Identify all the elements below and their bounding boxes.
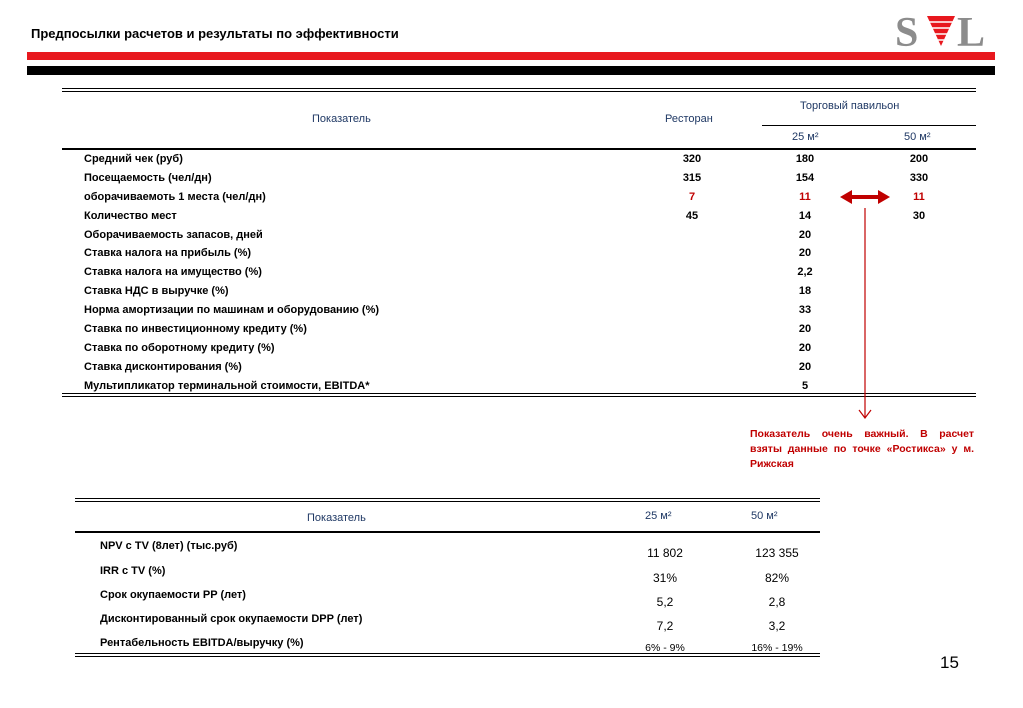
row-label: Ставка налога на прибыль (%) <box>84 247 252 260</box>
table-row <box>75 540 820 564</box>
svg-text:L: L <box>957 10 986 50</box>
table-row <box>75 637 820 661</box>
cell-25: 20 <box>798 360 812 373</box>
table-row <box>75 613 820 637</box>
cell-25: 14 <box>798 209 812 222</box>
cell-25: 20 <box>798 341 812 354</box>
row-label: Ставка по оборотному кредиту (%) <box>84 341 275 354</box>
column-header-indicator: Показатель <box>307 512 366 524</box>
cell-25: 33 <box>798 304 812 317</box>
cell-50: 30 <box>912 209 926 222</box>
row-label: оборачиваемоть 1 места (чел/дн) <box>84 190 266 203</box>
row-label: Средний чек (руб) <box>84 153 183 165</box>
row-label: Рентабельность EBITDA/выручку (%) <box>100 637 304 649</box>
importance-note: Показатель очень важный. В расчет взяты данные по точке «Ростикса» у м. Рижская <box>750 428 974 470</box>
column-header-restaurant: Ресторан <box>665 113 713 125</box>
row-label: Оборачиваемость запасов, дней <box>84 228 263 241</box>
page-number: 15 <box>940 653 959 672</box>
table-bottom-rule <box>75 653 820 654</box>
cell-restaurant: 320 <box>682 153 702 165</box>
row-label: Мультипликатор терминальной стоимости, EBITDA* <box>84 379 370 392</box>
cell-25: 18 <box>798 285 812 298</box>
cell-restaurant: 315 <box>682 171 702 184</box>
cell-50: 2,8 <box>768 595 786 609</box>
header-rule <box>75 531 820 533</box>
cell-50: 82% <box>764 571 790 585</box>
table-top-rule-2 <box>75 501 820 502</box>
cell-50: 3,2 <box>768 619 786 633</box>
row-label: IRR с TV (%) <box>100 565 166 577</box>
cell-25: 31% <box>652 571 678 585</box>
cell-25: 7,2 <box>656 619 674 633</box>
cell-25: 5,2 <box>656 595 674 609</box>
table-row <box>75 589 820 613</box>
row-label: Посещаемость (чел/дн) <box>84 171 212 184</box>
column-header-25: 25 м² <box>792 131 819 143</box>
column-header-50: 50 м² <box>751 510 778 522</box>
row-label: Количество мест <box>84 209 177 222</box>
row-label: Ставка дисконтирования (%) <box>84 360 242 373</box>
cell-restaurant: 45 <box>685 209 699 222</box>
row-label: Норма амортизации по машинам и оборудованию (%) <box>84 304 380 317</box>
row-label: Ставка налога на имущество (%) <box>84 266 262 279</box>
cell-25: 5 <box>801 379 809 392</box>
svg-text:S: S <box>895 10 919 50</box>
cell-25: 6% - 9% <box>645 642 685 654</box>
table-bottom-rule-2 <box>75 656 820 657</box>
cell-25: 20 <box>798 323 812 336</box>
row-label: Ставка по инвестиционному кредиту (%) <box>84 323 307 336</box>
column-header-pavilion: Торговый павильон <box>800 100 900 112</box>
row-label: Дисконтированный срок окупаемости DPP (лет) <box>100 613 363 625</box>
cell-25: 2,2 <box>797 266 813 279</box>
down-arrow-icon <box>859 208 871 418</box>
row-label: Срок окупаемости PP (лет) <box>100 589 246 601</box>
column-header-50: 50 м² <box>904 131 931 143</box>
column-header-indicator: Показатель <box>312 113 371 125</box>
cell-restaurant: 7 <box>688 190 696 203</box>
double-arrow-icon <box>840 190 890 204</box>
row-label: Ставка НДС в выручке (%) <box>84 285 229 298</box>
cell-25: 180 <box>795 153 815 165</box>
cell-25: 20 <box>798 247 812 260</box>
table-row <box>75 565 820 589</box>
cell-25: 20 <box>798 228 812 241</box>
cell-25: 11 802 <box>647 546 683 560</box>
cell-25: 154 <box>795 171 815 184</box>
page-title: Предпосылки расчетов и результаты по эффективности <box>31 26 399 41</box>
cell-50: 16% - 19% <box>751 642 803 654</box>
table-top-rule <box>75 498 820 499</box>
cell-50: 11 <box>913 190 925 203</box>
cell-50: 330 <box>909 171 929 184</box>
cell-25: 11 <box>799 190 811 203</box>
cell-50: 123 355 <box>755 546 799 560</box>
column-header-25: 25 м² <box>645 510 672 522</box>
cell-50: 200 <box>909 153 929 165</box>
row-label: NPV с TV (8лет) (тыс.руб) <box>100 540 238 552</box>
